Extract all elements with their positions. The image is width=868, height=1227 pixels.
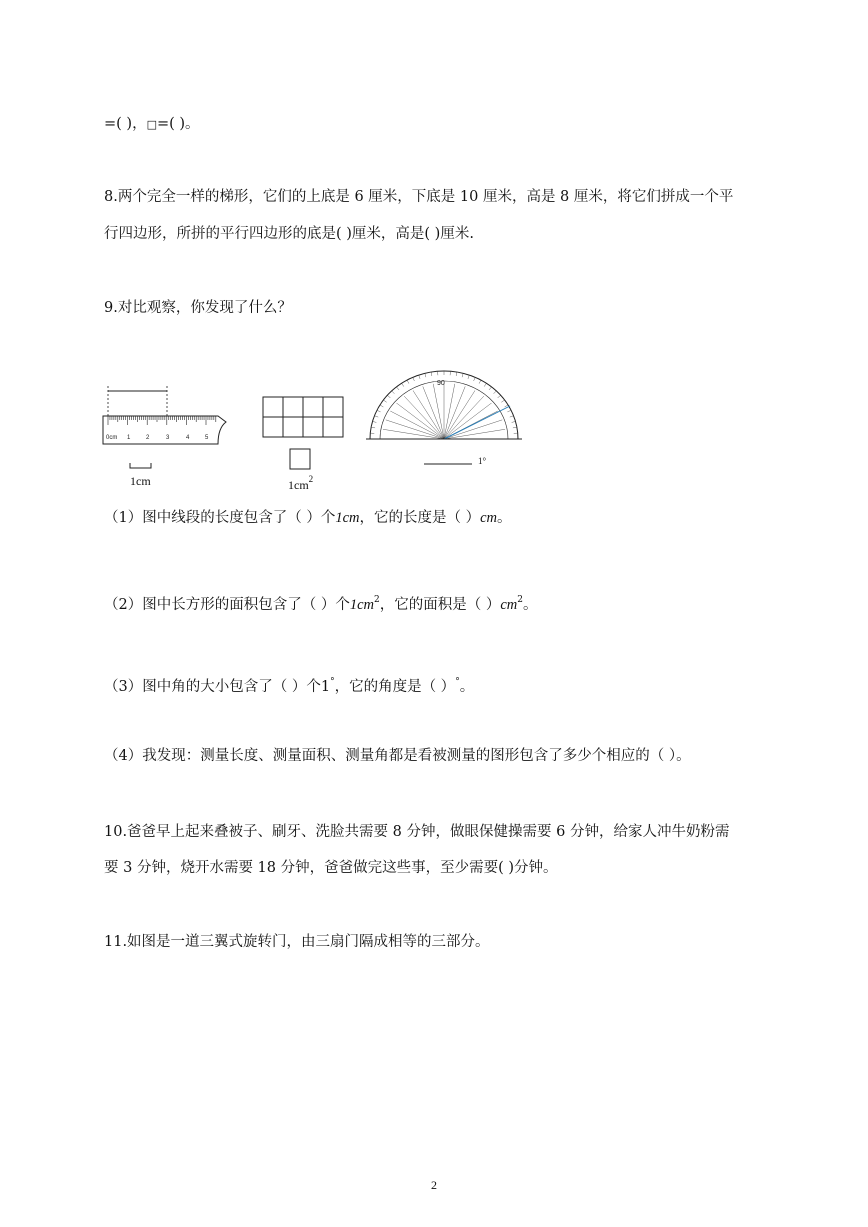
blank-text-2: =( )。 [156, 116, 200, 132]
question-9-2: （2）图中长方形的面积包含了（ ）个$1cm^2$，它的面积是（ ）$cm^2$。 [104, 595, 538, 613]
question-9-4: （4）我发现：测量长度、测量面积、测量角都是看被测量的图形包含了多少个相应的（ ）。 [104, 748, 691, 764]
page-number: 2 [431, 1178, 437, 1192]
ruler-label-1: 1 [127, 435, 131, 441]
question-10-line-2: 要 3 分钟，烧开水需要 18 分钟，爸爸做完这些事，至少需要( )分钟。 [104, 860, 558, 876]
square-symbol: □ [146, 118, 157, 131]
ruler-label-5: 5 [205, 435, 209, 441]
unit-square-icon [289, 448, 311, 470]
question-8-line-2: 行四边形，所拼的平行四边形的底是( )厘米，高是( )厘米. [104, 226, 474, 242]
caption-1-degree: 1° [478, 456, 487, 466]
question-9-1: （1）图中线段的长度包含了（ ）个1cm，它的长度是（ ）cm。 [104, 510, 512, 526]
ruler-label-3: 3 [166, 435, 170, 441]
ruler-figure [100, 384, 230, 444]
question-9-3: （3）图中角的大小包含了（ ）个1°，它的角度是（ ）°。 [104, 677, 475, 695]
question-8-line-1: 8.两个完全一样的梯形，它们的上底是 6 厘米，下底是 10 厘米，高是 8 厘米，将它们拼成一个平 [104, 189, 734, 205]
ruler-label-2: 2 [146, 435, 150, 441]
blank-text-1: =( )， [104, 116, 147, 132]
caption-1cm: 1cm [130, 474, 151, 488]
protractor-figure [366, 368, 522, 442]
question-9-title: 9.对比观察，你发现了什么？ [104, 300, 292, 316]
unit-segment-icon [129, 462, 153, 470]
rectangle-grid-figure [262, 396, 344, 438]
unit-angle-line [424, 462, 474, 466]
ruler-label-0: 0cm [106, 435, 118, 441]
fill-blank-line [104, 114, 200, 135]
question-11: 11.如图是一道三翼式旋转门，由三扇门隔成相等的三部分。 [104, 934, 490, 950]
question-10-line-1: 10.爸爸早上起来叠被子、刷牙、洗脸共需要 8 分钟，做眼保健操需要 6 分钟，给家人冲牛奶粉需 [104, 824, 730, 840]
protractor-90-label: 90 [437, 380, 445, 387]
ruler-label-4: 4 [186, 435, 190, 441]
caption-1cm2: $1cm^2$ [288, 474, 314, 492]
